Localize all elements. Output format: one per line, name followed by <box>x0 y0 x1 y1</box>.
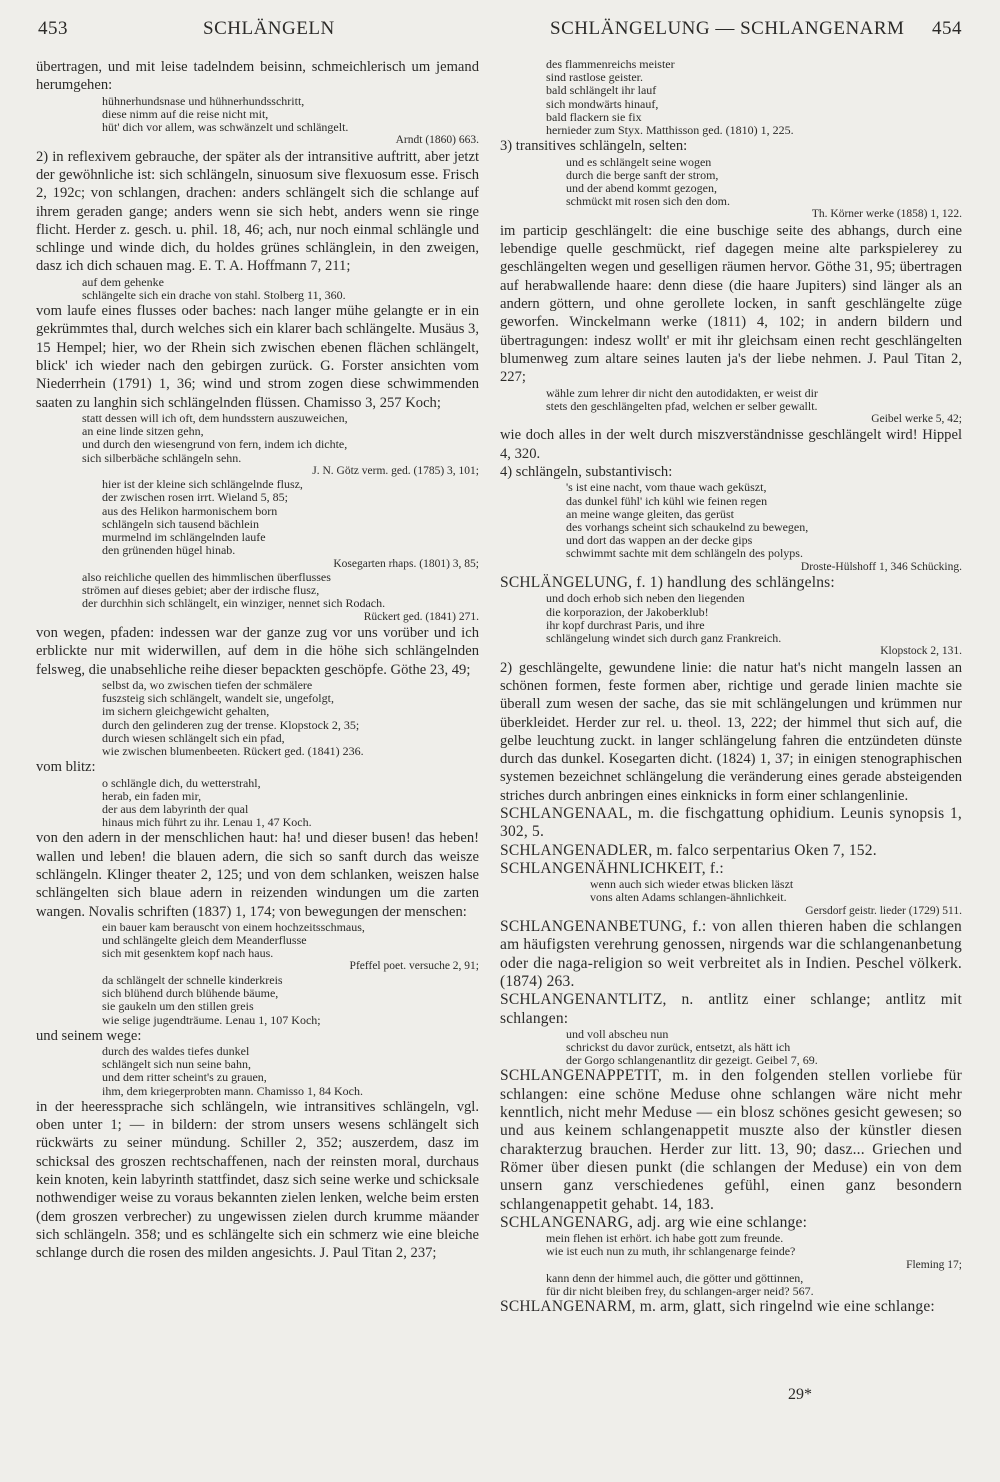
paragraph: von den adern in der menschlichen haut: ha! und dieser busen! das heben! wallen und leben! die blauen adern, die sich so sanft durch das weisze schlängeln. Klinger theater 2, 125; und von dem schlanken, weiszen halse schlängelten sich blaue adern in reizenden windungen um die zarten wangen. Novalis schriften (1837) 1, 174; von bewegungen der menschen: <box>36 830 479 920</box>
quotation-line: murmelnd im schlängelnden laufe <box>102 530 266 545</box>
quotation-block <box>500 1272 962 1298</box>
citation-source: Fleming 17; <box>906 1258 962 1271</box>
quotation-line: herab, ein faden mir, <box>102 788 202 803</box>
citation-source: Arndt (1860) 663. <box>395 134 479 147</box>
quotation-line: sich silberbäche schlängeln sehn. <box>82 450 242 465</box>
paragraph: übertragen, und mit leise tadelndem beisinn, schmeichlerisch um jemand herumgehen: <box>36 59 479 94</box>
quotation-line: schlängelte sich ein drache von stahl. Stolberg 11, 360. <box>82 287 346 302</box>
quotation-block <box>36 974 479 1027</box>
quotation-line: auf dem gehenke <box>82 274 164 289</box>
quotation-line: schlängelung windet sich durch ganz Frankreich. <box>546 630 782 645</box>
quotation-line: sich mit gesenktem kopf nach haus. <box>102 946 274 961</box>
quotation-line: ihr kopf durchrast Paris, und ihre <box>546 617 705 632</box>
quotation-block <box>36 505 479 571</box>
dictionary-headword-entry: SCHLÄNGELUNG, f. 1) handlung des schlängelns: <box>500 574 835 592</box>
quotation-block <box>36 478 479 504</box>
left-page-header <box>38 18 478 44</box>
quotation-line: kann denn der himmel auch, die götter und göttinnen, <box>546 1271 804 1286</box>
quotation-line: an meine wange gleiten, das gerüst <box>566 506 734 521</box>
right-running-headword: SCHLÄNGELUNG — SCHLANGENARM <box>550 18 905 39</box>
quotation-line: wähle zum lehrer dir nicht den autodidakten, er weist dir <box>546 385 818 400</box>
dictionary-headword-entry: SCHLANGENADLER, m. falco serpentarius Oken 7, 152. <box>500 841 877 859</box>
quotation-line: das dunkel fühl' ich kühl wie feinen regen <box>566 493 768 508</box>
quotation-line: des flammenreichs meister <box>546 57 675 71</box>
quotation-line: durch den gelinderen zug der trense. Klopstock 2, 35; <box>102 717 360 732</box>
paragraph: und seinem wege: <box>36 1027 142 1044</box>
quotation-line: und durch den wiesengrund von fern, indem ich dichte, <box>82 437 348 452</box>
quotation-block <box>36 679 479 758</box>
quotation-line: statt dessen will ich oft, dem hundsstern auszuweichen, <box>82 410 348 425</box>
citation-source: Klopstock 2, 131. <box>880 645 962 658</box>
quotation-block <box>500 156 962 222</box>
quotation-line: an eine linde sitzen gehn, <box>82 424 204 439</box>
quotation-block <box>500 387 962 427</box>
quotation-line: durch wiesen schlängelt sich ein pfad, <box>102 730 285 745</box>
quotation-line: strömen auf dieses gebiet; aber der irdische flusz, <box>82 583 320 598</box>
quotation-block <box>36 777 479 830</box>
signature-mark: 29* <box>788 1386 812 1403</box>
right-page-header <box>512 18 962 44</box>
citation-source: Gersdorf geistr. lieder (1729) 511. <box>805 904 962 917</box>
right-column <box>500 58 962 1317</box>
paragraph: 4) schlängeln, substantivisch: <box>500 464 673 480</box>
quotation-block <box>36 921 479 974</box>
left-running-headword: SCHLÄNGELN <box>203 18 335 39</box>
paragraph: 3) transitives schlängeln, selten: <box>500 138 688 155</box>
quotation-block <box>500 592 962 658</box>
quotation-line: wie zwischen blumenbeeten. Rückert ged. (1841) 236. <box>102 744 364 759</box>
dictionary-headword-entry: SCHLANGENANBETUNG, f.: von allen thieren haben die schlangen am häufigsten verehrung genossen, nirgends war die schlangenanbetung oder die naga-religion so weit verbreitet als in Indien. Peschel völkerk. (1874) 263. <box>500 918 962 990</box>
quotation-line: hühnerhundsnase und hühnerhundsschritt, <box>102 93 305 108</box>
left-page-number: 453 <box>38 18 68 39</box>
quotation-block <box>36 571 479 624</box>
quotation-line: und voll abscheu nun <box>566 1026 669 1041</box>
quotation-line: stets den geschlängelten pfad, welchen er selber gewallt. <box>546 398 818 413</box>
paragraph: vom laufe eines flusses oder baches: nach langer mühe gelangte er in ein gekrümmtes thal, durch welches sich ein klarer bach schlängelte. Musäus 3, 15 Hempel; hier, wo der Rhein sich zwischen ebenen flächen schlängelt, blick' ich wieder nach den gebirgen zurück. G. Forster ansichten vom Niederrhein (1791) 1, 36; wind und strom zogen diese schwimmenden saaten zu langhin sich schlängelnden flüssen. Chamisso 3, 257 Koch; <box>36 303 479 411</box>
quotation-line: also reichliche quellen des himmlischen überflusses <box>82 570 331 584</box>
quotation-line: und doch erhob sich neben den liegenden <box>546 591 745 606</box>
quotation-line: und schlängelte gleich dem Meanderflusse <box>102 933 307 948</box>
dictionary-headword-entry: SCHLANGENANTLITZ, n. antlitz einer schlange; antlitz mit schlangen: <box>500 991 962 1027</box>
quotation-line: wie ist euch nun zu muth, ihr schlangenarge feinde? <box>546 1244 796 1259</box>
citation-source: Pfeffel poet. versuche 2, 91; <box>349 960 479 973</box>
dictionary-headword-entry: SCHLANGENARM, m. arm, glatt, sich ringelnd wie eine schlange: <box>500 1298 935 1316</box>
quotation-block <box>500 1232 962 1272</box>
citation-source: Kosegarten rhaps. (1801) 3, 85; <box>333 557 479 570</box>
quotation-line: durch die berge sanft der strom, <box>566 167 719 182</box>
quotation-line: durch des waldes tiefes dunkel <box>102 1044 250 1059</box>
paragraph: wie doch alles in der welt durch miszverständnisse geschlängelt wird! Hippel 4, 320. <box>500 427 962 462</box>
citation-source: Droste-Hülshoff 1, 346 Schücking. <box>800 560 962 573</box>
quotation-block <box>36 1045 479 1098</box>
quotation-line: den grünenden hügel hinab. <box>102 543 236 558</box>
quotation-block <box>36 412 479 478</box>
paragraph: in der heeressprache sich schlängeln, wie intransitives schlängeln, vgl. oben unter 1; — in bildern: der strom unsers wesens schlängelt sich rückwärts zu seiner mündung. Schiller 2, 352; auszerdem, dasz im schicksal des groszen rechtschaffenen, nach der reinsten moral, durchaus kein knoten, kein labyrinth stattfindet, dasz sich seine werke und schicksale nothwendiger weise zu voraus bekannten zielen lenken, welche beim ersten (dem groszen verbrecher) zu ungewissen zielen durch krumme mäander sich schlängeln. 358; und es schlängelte sich ein schmerz wie eine bleiche schlange durch die rosen des milden angesichts. J. Paul Titan 2, 237; <box>36 1098 479 1262</box>
quotation-line: hier ist der kleine sich schlängelnde flusz, <box>102 477 303 492</box>
dictionary-headword-entry: SCHLANGENÄHNLICHKEIT, f.: <box>500 859 724 877</box>
quotation-line: schlängelt sich nun seine bahn, <box>102 1057 251 1072</box>
quotation-line: hinaus mich führt zu ihr. Lenau 1, 47 Koch. <box>102 815 312 830</box>
quotation-line: der Gorgo schlangenantlitz dir gezeigt. Geibel 7, 69. <box>566 1053 818 1068</box>
paragraph: im particip geschlängelt: die eine buschige seite des abhangs, durch eine lebendige quelle geschmückt, rief dagegen meine alte parkspielerey zu geschlängelten wegen und geselligen räumen hervor. Göthe 31, 95; übertragen auf herabwallende haare: denn diese (die haare Jupiters) sind länger als an andern göttern, und ohne gerollete locken, in sanft geschlängelte züge geworfen. Winckelmann werke (1811) 4, 102; in andern bildern und übertragungen: indesz wollt' er mit ihr gleichsam einen recht geschlängelten blumenweg zum altare seines lauten ja's der liebe nehmen. J. Paul Titan 2, 227; <box>500 222 962 386</box>
quotation-line: schwimmt sachte mit dem schlängeln des polyps. <box>566 546 803 561</box>
quotation-line: aus des Helikon harmonischem born <box>102 503 278 518</box>
paragraph: von wegen, pfaden: indessen war der ganze zug vor uns vorüber und ich erblickte nur mit widerwillen, auf dem in die höhe sich schlängelnden felsweg, die unabsehliche reihe dieser bepackten geschöpfe. Göthe 23, 49; <box>36 625 479 678</box>
quotation-line: schlängeln sich tausend bächlein <box>102 516 259 531</box>
quotation-line: und es schlängelt seine wogen <box>566 154 712 169</box>
quotation-line: vons alten Adams schlangen-ähnlichkeit. <box>590 890 787 905</box>
quotation-line: o schlängle dich, du wetterstrahl, <box>102 775 261 790</box>
quotation-line: der aus dem labyrinth der qual <box>102 801 249 816</box>
quotation-block <box>500 1028 962 1068</box>
quotation-line: und dort das wappen an der decke gips <box>566 533 753 548</box>
quotation-line: für dir nicht bleiben frey, du schlangen-arger neid? 567. <box>546 1284 814 1299</box>
quotation-line: ein bauer kam berauscht von einem hochzeitsschmaus, <box>102 919 365 934</box>
quotation-line: der durchhin sich schlängelt, ein winziger, nennet sich Rodach. <box>82 596 386 611</box>
citation-source: Th. Körner werke (1858) 1, 122. <box>811 208 962 221</box>
quotation-line: schmückt mit rosen sich den dom. <box>566 194 730 209</box>
quotation-block <box>500 58 962 137</box>
paragraph: 2) in reflexivem gebrauche, der später als der intransitive auftritt, aber jetzt der gewöhnliche ist: sich schlängeln, sinuosum sive flexuosum esse. Frisch 2, 192c; von schlangen, drachen: anders schlängelt sich die schlange auf ihrem geraden gange; anders wenn sie sich hebt, anders wenn sie ringe flicht. Herder z. gesch. u. phil. 18, 46; ach, nur noch einmal schlängle und schlinge und winde dich, du holdes grünes schlänglein, in den zweigen, dasz ich dich schauen mag. E. T. A. Hoffmann 7, 211; <box>36 148 479 275</box>
paragraph: 2) geschlängelte, gewundene linie: die natur hat's nicht mangeln lassen an schönen formen, feste formen aber, richtige und gerade linien machte sie überall zum wesen der sache, das sie mit schlängelungen und krümmen nur überkleidet. Herder zur rel. u. theol. 13, 222; der himmel thut sich auf, die gelbe leuchtung zuckt. in langer schlängelung fahren die entzündeten dünste durch das dunkel. Kosegarten dicht. (1824) 1, 37; in einigen stenographischen systemen bezeichnet schlängelung die veränderung eines gerade absteigenden striches durch anbringen eines einknicks in form einer schlangenlinie. <box>500 659 962 804</box>
left-column <box>36 58 479 1263</box>
quotation-block <box>500 878 962 918</box>
paragraph: vom blitz: <box>36 759 96 776</box>
dictionary-headword-entry: SCHLANGENAPPETIT, m. in den folgenden stellen vorliebe für schlangen: eine schöne Meduse ohne schlangen wäre nicht mehr kenntlich, nicht mehr Meduse — ein blosz schönes gesicht gewesen; so und aus keinem schlangenappetit muszte also der künstler diesen charakterzug brauchen. Herder zur litt. 13, 90; dasz... Griechen und Römer über diesen punkt (die schlangen der Meduse) ein von dem unsern ganz verschiedenes gefühl, einen ganz besondern schlangenappetit gehabt. 14, 183. <box>500 1067 962 1213</box>
quotation-line: des vorhangs scheint sich schaukelnd zu bewegen, <box>566 519 809 534</box>
quotation-line: bald schlängelt ihr lauf <box>546 83 657 98</box>
quotation-line: hernieder zum Styx. Matthisson ged. (1810) 1, 225. <box>546 123 794 138</box>
quotation-line: ihm, dem kriegerprobten mann. Chamisso 1, 84 Koch. <box>102 1083 363 1098</box>
quotation-line: schrickst du davor zurück, entsetzt, als hätt ich <box>566 1040 791 1055</box>
quotation-line: sind rastlose geister. <box>546 70 643 85</box>
quotation-line: die korporazion, der Jakoberklub! <box>546 604 709 619</box>
quotation-line: sie gaukeln um den stillen greis <box>102 999 254 1014</box>
dictionary-headword-entry: SCHLANGENAAL, m. die fischgattung ophidium. Leunis synopsis 1, 302, 5. <box>500 805 962 841</box>
quotation-line: und der abend kommt gezogen, <box>566 180 717 195</box>
quotation-line: sich mondwärts hinauf, <box>546 96 659 111</box>
quotation-line: wenn auch sich wieder etwas blicken läszt <box>590 877 794 892</box>
quotation-line: wie selige jugendträume. Lenau 1, 107 Koch; <box>102 1012 321 1027</box>
quotation-line: diese nimm auf die reise nicht mit, <box>102 106 269 121</box>
quotation-line: mein flehen ist erhört. ich habe gott zum freunde. <box>546 1231 784 1246</box>
quotation-line: hüt' dich vor allem, was schwänzelt und schlängelt. <box>102 120 349 134</box>
citation-source: J. N. Götz verm. ged. (1785) 3, 101; <box>312 464 479 477</box>
dictionary-headword-entry: SCHLANGENARG, adj. arg wie eine schlange: <box>500 1213 808 1231</box>
quotation-line: der zwischen rosen irrt. Wieland 5, 85; <box>102 490 288 505</box>
citation-source: Rückert ged. (1841) 271. <box>363 610 479 623</box>
citation-source: Geibel werke 5, 42; <box>871 412 962 425</box>
quotation-block <box>500 481 962 574</box>
quotation-block <box>36 95 479 148</box>
quotation-line: 's ist eine nacht, vom thaue wach geküszt, <box>566 480 767 495</box>
quotation-line: selbst da, wo zwischen tiefen der schmälere <box>102 678 313 692</box>
quotation-block <box>36 276 479 302</box>
quotation-line: im sichern gleichgewicht gehalten, <box>102 704 270 719</box>
quotation-line: sich blühend durch blühende bäume, <box>102 986 279 1001</box>
quotation-line: fuszsteig sich schlängelt, wandelt sie, ungefolgt, <box>102 691 334 706</box>
quotation-line: und dem ritter scheint's zu grauen, <box>102 1070 267 1085</box>
quotation-line: bald flackern sie fix <box>546 109 642 124</box>
quotation-line: da schlängelt der schnelle kinderkreis <box>102 972 283 987</box>
right-page-number: 454 <box>932 18 962 39</box>
